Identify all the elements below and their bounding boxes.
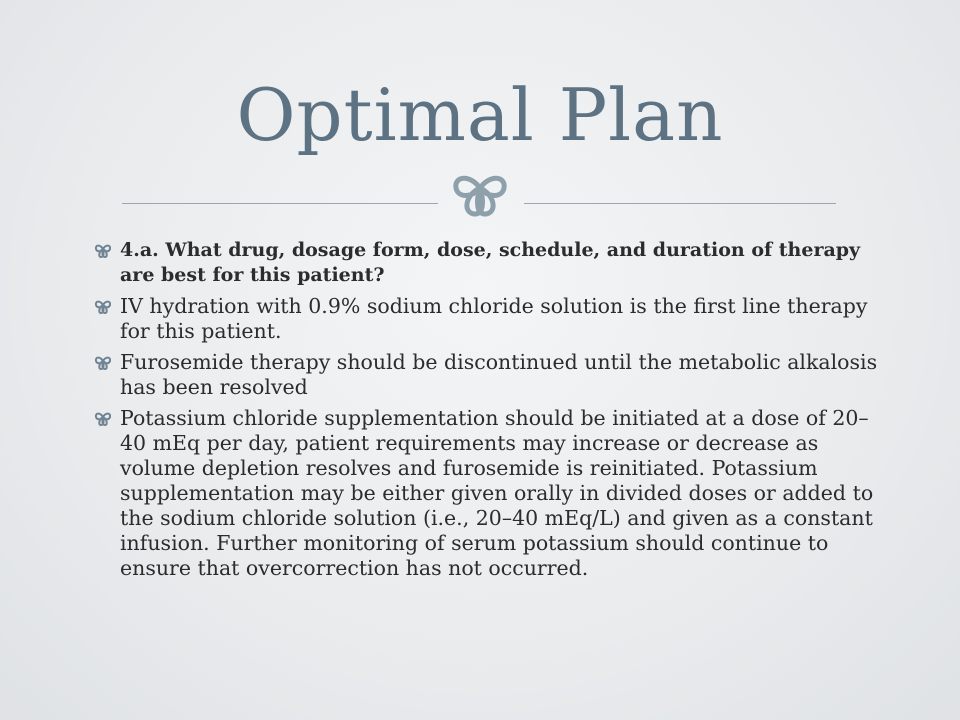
bullet-item-furosemide [92,350,882,400]
bullet-text: 4.a. What drug, dosage form, dose, schedule, and duration of therapy are best for this patient? [120,239,861,286]
slide-title: Optimal Plan [236,73,724,157]
bullet-text: IV hydration with 0.9% sodium chloride solution is the first line therapy for this patient. [120,294,868,343]
title-divider-left [122,203,438,204]
floral-bullet-icon [92,353,114,373]
bullet-item-potassium [92,406,882,581]
bullet-item-iv-hydration [92,294,882,344]
bullet-list [92,238,882,587]
bullet-item-question [92,238,882,288]
title-divider-right [524,203,836,204]
floral-bullet-icon [92,297,114,317]
bullet-text: Furosemide therapy should be discontinued until the metabolic alkalosis has been resolved [120,350,878,399]
bullet-text: Potassium chloride supplementation should be initiated at a dose of 20–40 mEq per day, patient requirements may increase or decrease as volume depletion resolves and furosemide is reinitiated. Potassium supplementation may be either given orally in divided doses or added to the sodium chloride solution (i.e., 20–40 mEq/L) and given as a constant infusion. Further monitoring of serum potassium should continue to ensure that overcorrection has not occurred. [120,406,874,580]
floral-bullet-icon [92,409,114,429]
floral-bullet-icon [92,241,114,261]
floral-ornament-icon [440,160,520,240]
